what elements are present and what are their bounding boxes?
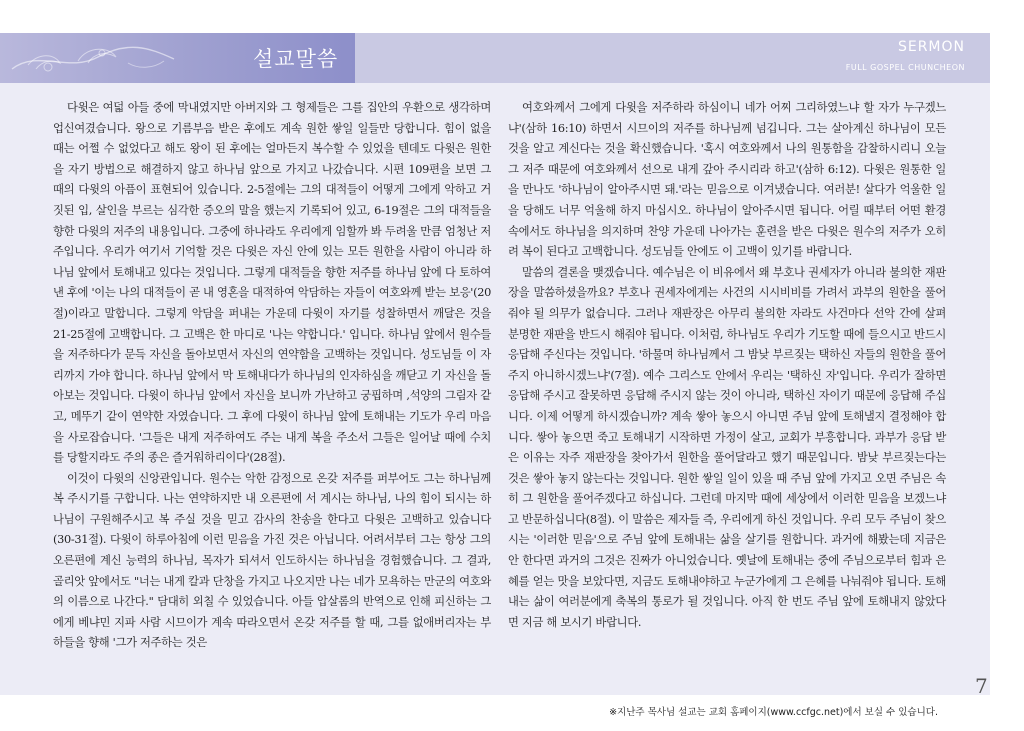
text-column-right (508, 98, 946, 633)
page-number: 7 (975, 674, 988, 698)
title-band (0, 33, 355, 83)
text-column-left (53, 98, 491, 654)
church-name: FULL GOSPEL CHUNCHEON (845, 63, 965, 72)
paragraph: 여호와께서 그에게 다윗을 저주하라 하심이니 네가 어찌 그리하였느냐 할 자가 누구겠느냐'(삼하 16:10) 하면서 시므이의 저주를 하나님께 넘깁니다. 그는 살아계신 하나님이 모든 것을 알고 계신다는 것을 확신했습니다. '혹시 여호와께서 나의 원통함을 감찰하시리니 오늘 그 저주 때문에 여호와께서 선으로 내게 갚아 주시리라 하고'(삼하 6:12). 다윗은 원통한 일을 만나도 '하나님이 알아주시면 돼.'라는 믿음으로 이겨냈습니다. 여러분! 살다가 억울한 일을 당해도 너무 억울해 하지 마십시오. 하나님이 알아주시면 됩니다. 어릴 때부터 어떤 환경 속에서도 하나님을 의지하며 찬양 가운데 나아가는 훈련을 받은 다윗은 원수의 저주가 오히려 복이 된다고 고백합니다. 성도님들 안에도 이 고백이 있기를 바랍니다. (508, 101, 946, 259)
page-header (0, 33, 990, 83)
footnote: ※지난주 목사님 설교는 교회 홈페이지(www.ccfgc.net)에서 보실 수 있습니다. (609, 707, 938, 718)
page-title: 설교말씀 (253, 47, 339, 71)
paragraph: 다윗은 여덟 아들 중에 막내였지만 아버지와 그 형제들은 그를 집안의 우환으로 생각하며 업신여겼습니다. 왕으로 기름부음 받은 후에도 계속 원한 쌓일 일들만 당합니다. 힘이 없을 때는 어쩔 수 없었다고 해도 왕이 된 후에는 얼마든지 복수할 수 있었을 텐데도 다윗은 원한을 자기 방법으로 해결하지 않고 하나님 앞으로 가지고 나갔습니다. 시편 109편을 보면 그 때의 다윗의 아픔이 표현되어 있습니다. 2-5절에는 그의 대적들이 어떻게 그에게 악하고 거짓된 입, 살인을 부르는 심각한 증오의 말을 했는지 기록되어 있고, 6-19절은 그의 대적들을 향한 다윗의 저주의 내용입니다. 그중에 하나라도 우리에게 임할까 봐 두려울 만큼 엄청난 저주입니다. 우리가 여기서 기억할 것은 다윗은 자신 안에 있는 모든 원한을 사람이 아니라 하나님 앞에서 토해내고 있다는 것입니다. 그렇게 대적들을 향한 저주를 하나님 앞에 다 토하여 낸 후에 '이는 나의 대적들이 곧 내 영혼을 대적하여 악담하는 자들이 여호와께 받는 보응'(20절)이라고 말합니다. 그렇게 악담을 퍼내는 가운데 다윗이 자기를 성찰하면서 깨달은 것을 21-25절에 고백합니다. 그 고백은 한 마디로 '나는 약합니다.' 입니다. 하나님 앞에서 원수들을 저주하다가 문득 자신을 돌아보면서 자신의 연약함을 고백하는 것입니다. 성도님들 이 자리까지 가야 합니다. 하나님 앞에서 막 토해내다가 하나님의 인자하심을 깨닫고 기 자신을 돌아보는 것입니다. 다윗이 하나님 앞에서 자신을 보니까 가난하고 궁핍하며 ,석양의 그림자 같고, 메뚜기 같이 연약한 자였습니다. 그 후에 다윗이 하나님 앞에 토해내는 기도가 우리 마음을 사로잡습니다. '그들은 내게 저주하여도 주는 내게 복을 주소서 그들은 일어날 때에 수치를 당할지라도 주의 종은 즐거워하리이다'(28절). (53, 101, 491, 465)
paragraph: 말씀의 결론을 맺겠습니다. 예수님은 이 비유에서 왜 부호나 권세자가 아니라 불의한 재판장을 말씀하셨을까요? 부호나 권세자에게는 사건의 시시비비를 가려서 과부의 원한을 풀어줘야 될 의무가 없습니다. 그러나 재판장은 아무리 불의한 자라도 사건마다 선악 간에 살펴 분명한 재판을 반드시 해줘야 됩니다. 이처럼, 하나님도 우리가 기도할 때에 들으시고 반드시 응답해 주신다는 것입니다. '하물며 하나님께서 그 밤낮 부르짖는 택하신 자들의 원한을 풀어 주지 아니하시겠느냐'(7절). 예수 그리스도 안에서 우리는 '택하신 자'입니다. 우리가 잘하면 응답해 주시고 잘못하면 응답해 주시지 않는 것이 아니라, 택하신 자이기 때문에 응답해 주십니다. 이제 어떻게 하시겠습니까? 계속 쌓아 놓으시 아니면 주님 앞에 토해낼지 결정해야 합니다. 쌓아 놓으면 죽고 토해내기 시작하면 가정이 살고, 교회가 부흥합니다. 과부가 응답 받은 이유는 자주 재판장을 찾아가서 원한을 풀어달라고 했기 때문입니다. 밤낮 부르짖는다는 것은 쌓아 놓지 않는다는 것입니다. 원한 쌓일 일이 있을 때 주님 앞에 가지고 오면 주님은 속히 그 원한을 풀어주겠다고 하십니다. 그런데 마지막 때에 세상에서 이러한 믿음을 보겠느냐고 반문하십니다(8절). 이 말씀은 제자들 즉, 우리에게 하신 것입니다. 우리 모두 주님이 찾으시는 '이러한 믿음'으로 주님 앞에 토해내는 삶을 살기를 원합니다. 과거에 해봤는데 지금은 안 한다면 과거의 그것은 진짜가 아니었습니다. 옛날에 토해내는 중에 주님으로부터 힘과 은혜를 얻는 맛을 보았다면, 지금도 토해내야하고 누군가에게 그 은혜를 나눠줘야 됩니다. 토해내는 삶이 여러분에게 축복의 통로가 될 것입니다. 아직 한 번도 주님 앞에 토해내지 않았다면 지금 해 보시기 바랍니다. (508, 265, 946, 629)
paragraph: 이것이 다윗의 신앙관입니다. 원수는 악한 감정으로 온갖 저주를 퍼부어도 그는 하나님께 복 주시기를 구합니다. 나는 연약하지만 내 오른편에 서 계시는 하나님, 나의 힘이 되시는 하나님이 구원해주시고 복 주실 것을 믿고 감사의 찬송을 한다고 다윗은 고백하고 있습니다(30-31절). 다윗이 하루아침에 이런 믿음을 가진 것은 아닙니다. 어려서부터 그는 항상 그의 오른편에 계신 능력의 하나님, 목자가 되셔서 인도하시는 하나님을 경험했습니다. 그 결과, 골리앗 앞에서도 "너는 내게 칼과 단창을 가지고 나오지만 나는 네가 모욕하는 만군의 여호와의 이름으로 나간다." 담대히 외칠 수 있었습니다. 아들 압살롬의 반역으로 인해 피신하는 그에게 베냐민 지파 사람 시므이가 계속 따라오면서 온갖 저주를 할 때, 그를 없애버리자는 부하들을 향해 '그가 저주하는 것은 (53, 471, 491, 650)
floral-ornament-icon (8, 39, 178, 79)
section-label: SERMON (897, 39, 965, 55)
